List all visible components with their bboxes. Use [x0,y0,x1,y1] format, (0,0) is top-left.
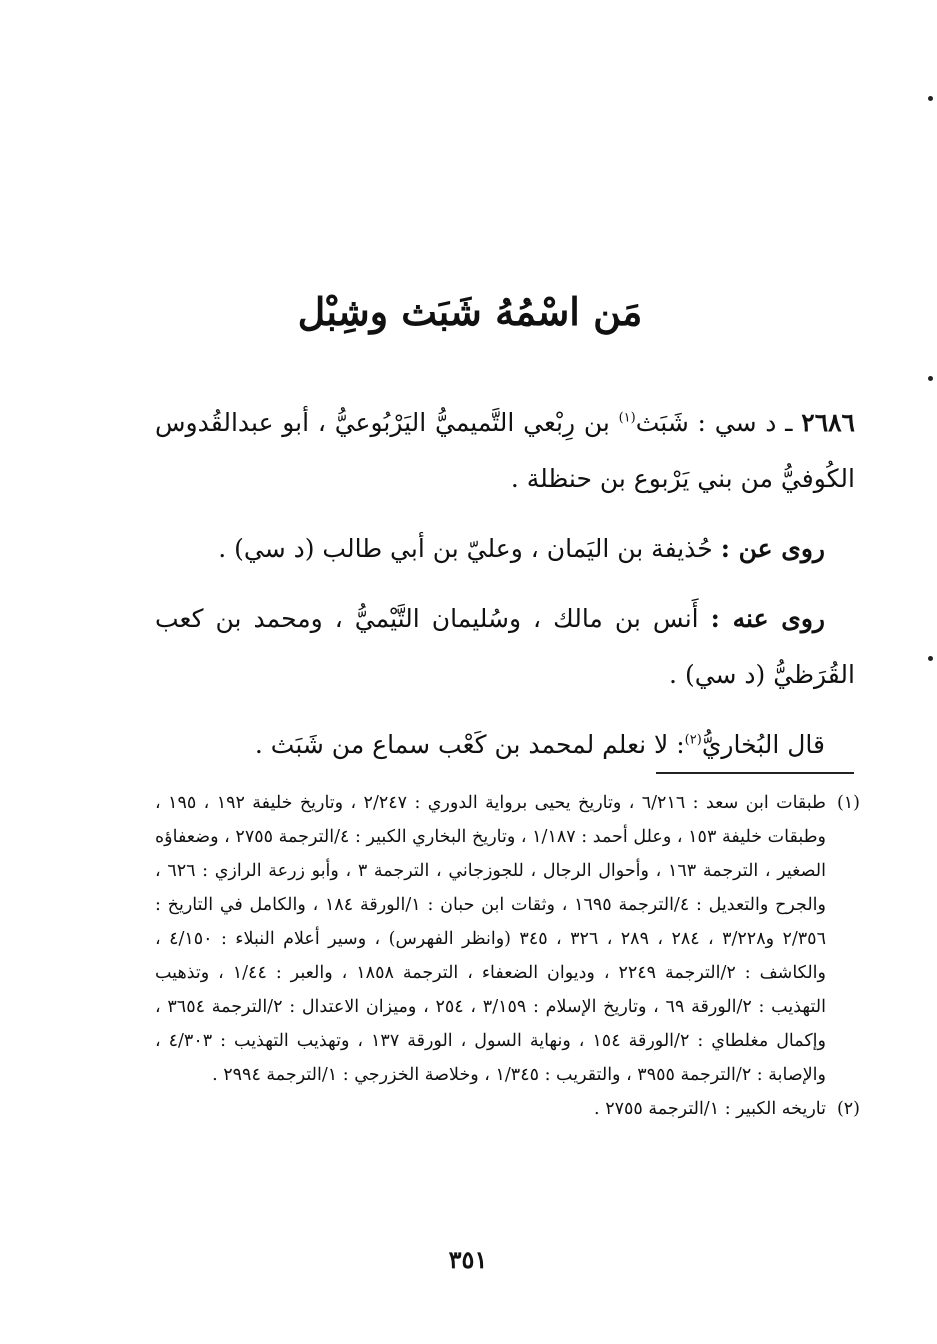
bukhari-paragraph [155,717,855,773]
footnotes [155,786,860,1126]
margin-mark [928,656,933,661]
entry-body [155,395,855,773]
entry-header [155,395,855,507]
entry-name: شَبَث [635,408,689,437]
bukhari-said: قال البُخاريُّ [701,730,825,759]
footnote-number: (١) [836,793,860,813]
entry-number: ٢٦٨٦ [801,408,855,437]
narrated-from-label: روى عن : [720,534,825,563]
entry-symbols: ـ د سي : [697,408,793,437]
footnote-ref: (١) [618,410,636,426]
entry-lineage: أبو عبدالقُدوس الكُوفيُّ من بني يَرْبوع بن حنظلة . [155,408,855,493]
bukhari-quote: : لا نعلم لمحمد بن كَعْب سماع من شَبَث . [254,730,685,759]
narrated-from-text: حُذيفة بن اليَمان ، وعليّ بن أبي طالب (د سي) . [218,534,713,563]
section-heading: مَن اسْمُهُ شَبَث وشِبْل [297,289,643,334]
margin-mark [928,96,933,101]
narrated-by-paragraph [155,591,855,703]
footnote-ref: (٢) [684,732,702,748]
entry-name-rest: بن رِبْعي التَّميميُّ اليَرْبُوعيُّ ، [317,408,610,437]
narrated-by-text: أَنس بن مالك ، وسُليمان التَّيْميُّ ، ومحمد بن كعب القُرَظيُّ (د سي) . [155,604,855,689]
footnote-number: (٢) [836,1099,860,1119]
narrated-from-paragraph [155,521,855,577]
narrated-by-label: روى عنه : [710,604,825,633]
footnote-item [155,786,860,1092]
footnote-item [155,1092,860,1126]
page-number: ٣٥١ [448,1245,488,1274]
margin-mark [928,376,933,381]
footnote-text: تاريخه الكبير : ١/الترجمة ٢٧٥٥ . [594,1099,826,1119]
footnote-text: طبقات ابن سعد : ٦/٢١٦ ، وتاريخ يحيى برواية الدوري : ٢/٢٤٧ ، وتاريخ خليفة ١٩٢ ، ١٩٥ ، وطبقات خليفة ١٥٣ ، وعلل أحمد : ١/١٨٧ ، وتاريخ البخاري الكبير : ٤/الترجمة ٢٧٥٥ ، وضعفاؤه الصغير ، الترجمة ١٦٣ ، وأحوال الرجال ، للجوزجاني ، الترجمة ٣ ، وأبو زرعة الرازي : ٦٢٦ ، والجرح والتعديل : ٤/الترجمة ١٦٩٥ ، وثقات ابن حبان : ١/الورقة ١٨٤ ، والكامل في التاريخ : ٢/٣٥٦ و٣/٢٢٨ ، ٢٨٤ ، ٢٨٩ ، ٣٢٦ ، ٣٤٥ (وانظر الفهرس) ، وسير أعلام النبلاء : ٤/١٥٠ ، والكاشف : ٢/الترجمة ٢٢٤٩ ، وديوان الضعفاء ، الترجمة ١٨٥٨ ، والعبر : ١/٤٤ ، وتذهيب التهذيب : ٢/الورقة ٦٩ ، وتاريخ الإسلام : ٣/١٥٩ ، ٢٥٤ ، وميزان الاعتدال : ٢/الترجمة ٣٦٥٤ ، وإكمال مغلطاي : ٢/الورقة ١٥٤ ، ونهاية السول ، الورقة ١٣٧ ، وتهذيب التهذيب : ٤/٣٠٣ ، والإصابة : ٢/الترجمة ٣٩٥٥ ، والتقريب : ١/٣٤٥ ، وخلاصة الخزرجي : ١/الترجمة ٢٩٩٤ . [155,793,826,1085]
footnote-separator [656,772,854,774]
